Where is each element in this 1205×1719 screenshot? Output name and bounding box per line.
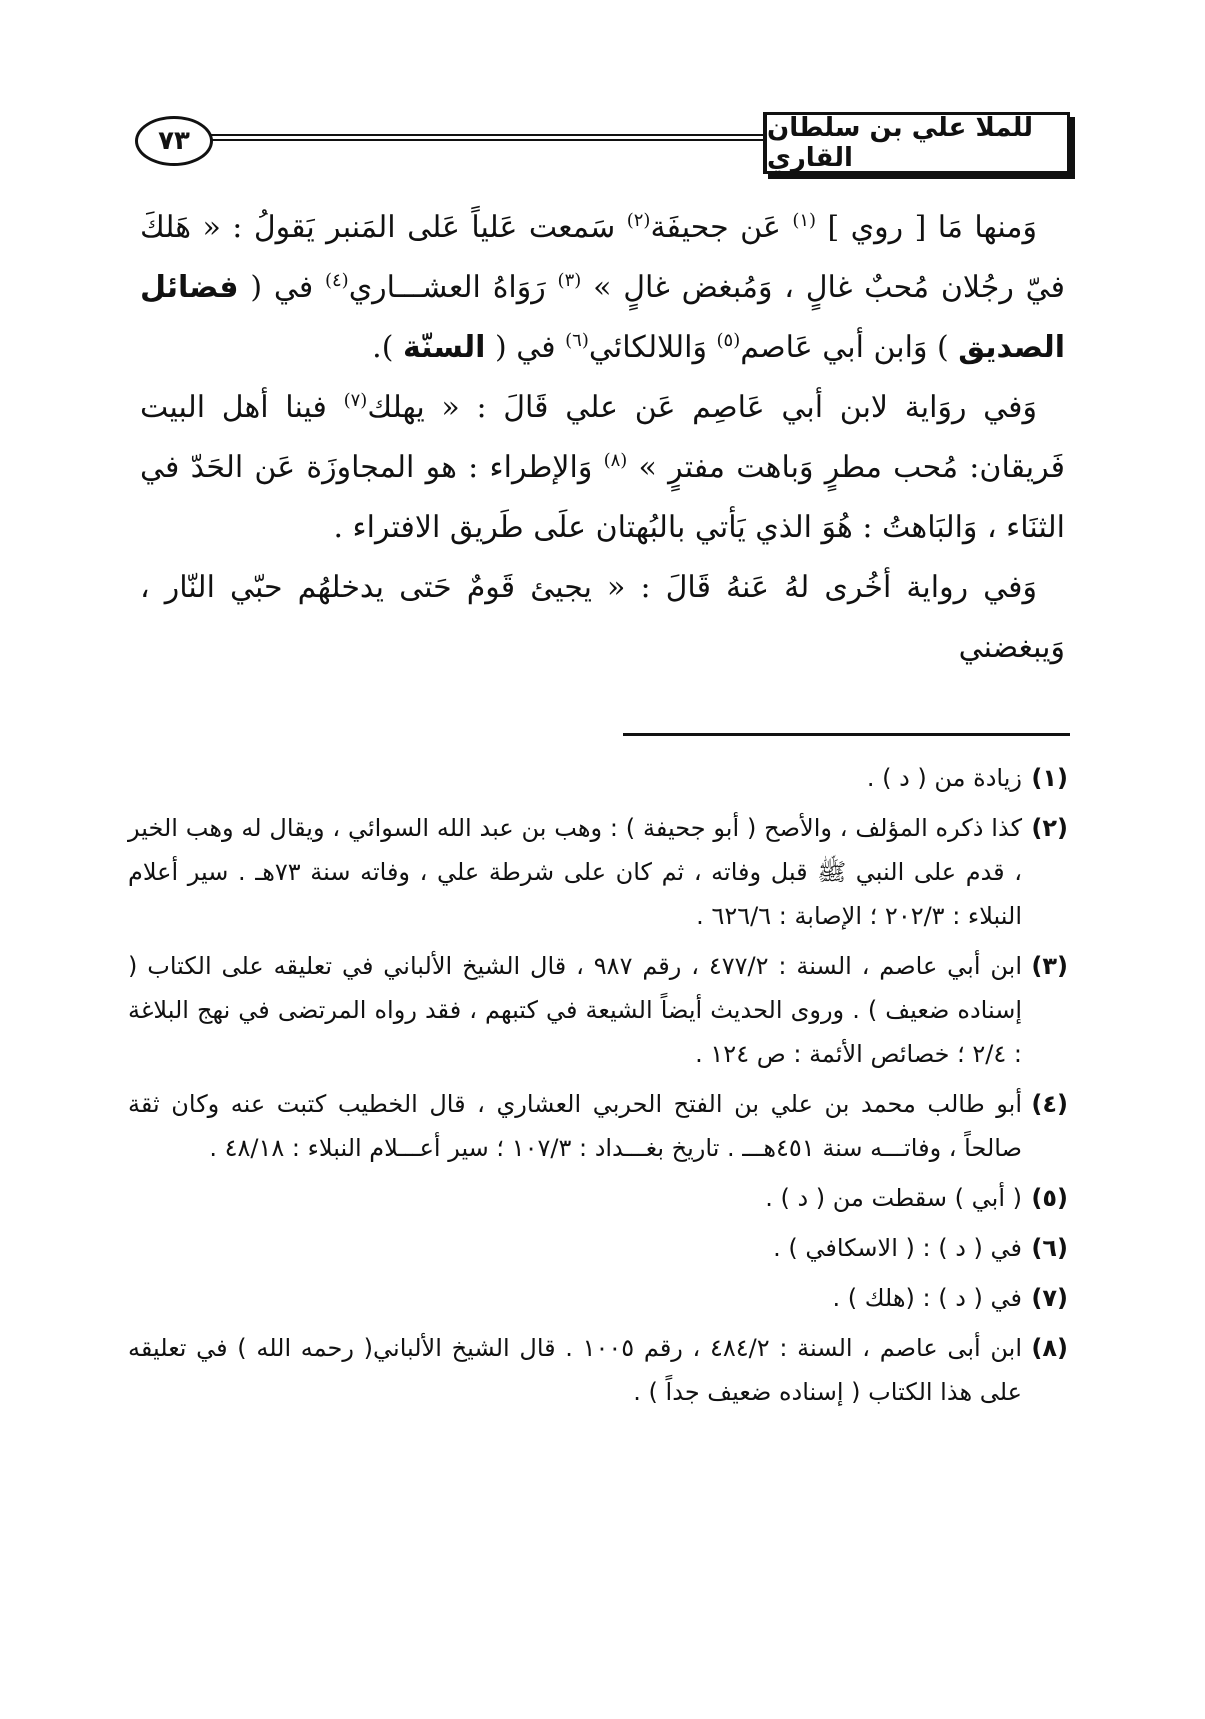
paragraph-3 bbox=[140, 558, 1065, 678]
text-span: وَاللالكائي bbox=[588, 330, 717, 365]
footnote-text: في ( د ) : ( الاسكافي ) . bbox=[773, 1234, 1022, 1262]
book-name-sunna: السنّة bbox=[402, 330, 486, 365]
footnote-text: ابن أبى عاصم ، السنة : ٤٨٤/٢ ، رقم ١٠٠٥ . قال الشيخ الألباني( رحمه الله ) في تعليقه على هذا الكتاب ( إسناده ضعيف جداً ) . bbox=[128, 1334, 1023, 1406]
footnote-text: أبو طالب محمد بن علي بن الفتح الحربي العشاري ، قال الخطيب كتبت عنه وكان ثقة صالحاً ، وفاتـــه سنة ٤٥١هـــ . تاريخ بغـــداد : ١٠٧/٣ ؛ سير أعـــلام النبلاء : ٤٨/١٨ . bbox=[128, 1090, 1022, 1162]
text-span: ). bbox=[372, 330, 403, 365]
footnote-ref-1: (١) bbox=[792, 210, 817, 231]
footnote-4 bbox=[128, 1082, 1068, 1170]
text-span: في ( bbox=[485, 330, 566, 365]
text-span: عَن جحيفَة bbox=[650, 210, 793, 245]
footnote-text: زيادة من ( د ) . bbox=[866, 764, 1022, 792]
text-span: وَمنها مَا [ روي ] bbox=[816, 210, 1037, 245]
footnote-8 bbox=[128, 1326, 1068, 1414]
footnote-number: (٣) bbox=[1031, 952, 1068, 980]
footnote-ref-8: (٨) bbox=[603, 450, 628, 471]
text-span: في ( bbox=[238, 270, 325, 305]
main-text bbox=[140, 198, 1065, 678]
footnote-number: (٤) bbox=[1031, 1090, 1068, 1118]
footnote-6 bbox=[128, 1226, 1068, 1270]
footnote-ref-7: (٧) bbox=[343, 390, 368, 411]
header-rule-double bbox=[205, 134, 770, 141]
text-span: وَفي رواية أخُرى لهُ عَنهُ قَالَ : « يجيئ قَومٌ حَتى يدخلهُم حبّي النّار ، وَيبغضني bbox=[140, 570, 1065, 665]
footnote-ref-4: (٤) bbox=[324, 270, 349, 291]
footnote-text: في ( د ) : (هلك ) . bbox=[832, 1284, 1022, 1312]
footnote-number: (١) bbox=[1031, 764, 1068, 792]
text-span: فينا أهل البيت فَريقان: مُحب مطرٍ وَباهت مفترٍ » bbox=[140, 390, 1066, 485]
footnote-ref-2: (٢) bbox=[626, 210, 651, 231]
text-span: وَفي روَاية لابن أبي عَاصِم عَن علي قَالَ : « يهلك bbox=[367, 390, 1037, 425]
footnote-text: ( أبي ) سقطت من ( د ) . bbox=[765, 1184, 1022, 1212]
footnote-number: (٦) bbox=[1031, 1234, 1068, 1262]
footnote-ref-5: (٥) bbox=[716, 330, 741, 351]
text-span: سَمعت عَلياً عَلى المَنبر يَقولُ : « هَلكَ فيّ رجُلان مُحبٌ غالٍ ، وَمُبغض غالٍ » bbox=[140, 210, 1065, 305]
page-header bbox=[135, 110, 1070, 182]
footnotes bbox=[128, 756, 1068, 1420]
footnote-number: (٥) bbox=[1031, 1184, 1068, 1212]
footnote-ref-3: (٣) bbox=[557, 270, 582, 291]
page-number: ٧٣ bbox=[135, 116, 213, 166]
footnote-2 bbox=[128, 806, 1068, 938]
footnote-7 bbox=[128, 1276, 1068, 1320]
footnote-5 bbox=[128, 1176, 1068, 1220]
paragraph-1 bbox=[140, 198, 1065, 378]
book-name-fadail: فضائل الصديق bbox=[140, 270, 1065, 365]
footnote-1 bbox=[128, 756, 1068, 800]
footnote-number: (٨) bbox=[1031, 1334, 1068, 1362]
text-span: رَوَاهُ العشـــاري bbox=[348, 270, 558, 305]
footnote-text: ابن أبي عاصم ، السنة : ٤٧٧/٢ ، رقم ٩٨٧ ، قال الشيخ الألباني في تعليقه على الكتاب ( إسناده ضعيف ) . وروى الحديث أيضاً الشيعة في كتبهم ، فقد رواه المرتضى في نهج البلاغة : ٢/٤ ؛ خصائص الأئمة : ص ١٢٤ . bbox=[128, 952, 1023, 1068]
footnote-separator bbox=[623, 733, 1070, 736]
footnote-ref-6: (٦) bbox=[565, 330, 589, 351]
book-title: للملا علي بن سلطان القاري bbox=[763, 112, 1070, 174]
text-span: وَالإطراء : هو المجاوزَة عَن الحَدّ في الثنَاء ، وَالبَاهتُ : هُوَ الذي يَأتي بالبُهتان علَى طَريق الافتراء . bbox=[140, 450, 1065, 545]
footnote-text: كذا ذكره المؤلف ، والأصح ( أبو جحيفة ) : وهب بن عبد الله السوائي ، ويقال له وهب الخير ، قدم على النبي ﷺ قبل وفاته ، ثم كان على شرطة علي ، وفاته سنة ٧٣هـ . سير أعلام النبلاء : ٢٠٢/٣ ؛ الإصابة : ٦٢٦/٦ . bbox=[128, 814, 1023, 930]
text-span: ) وَابن أبي عَاصم bbox=[740, 330, 959, 365]
footnote-number: (٢) bbox=[1031, 814, 1068, 842]
paragraph-2 bbox=[140, 378, 1065, 558]
footnote-3 bbox=[128, 944, 1068, 1076]
footnote-number: (٧) bbox=[1031, 1284, 1068, 1312]
